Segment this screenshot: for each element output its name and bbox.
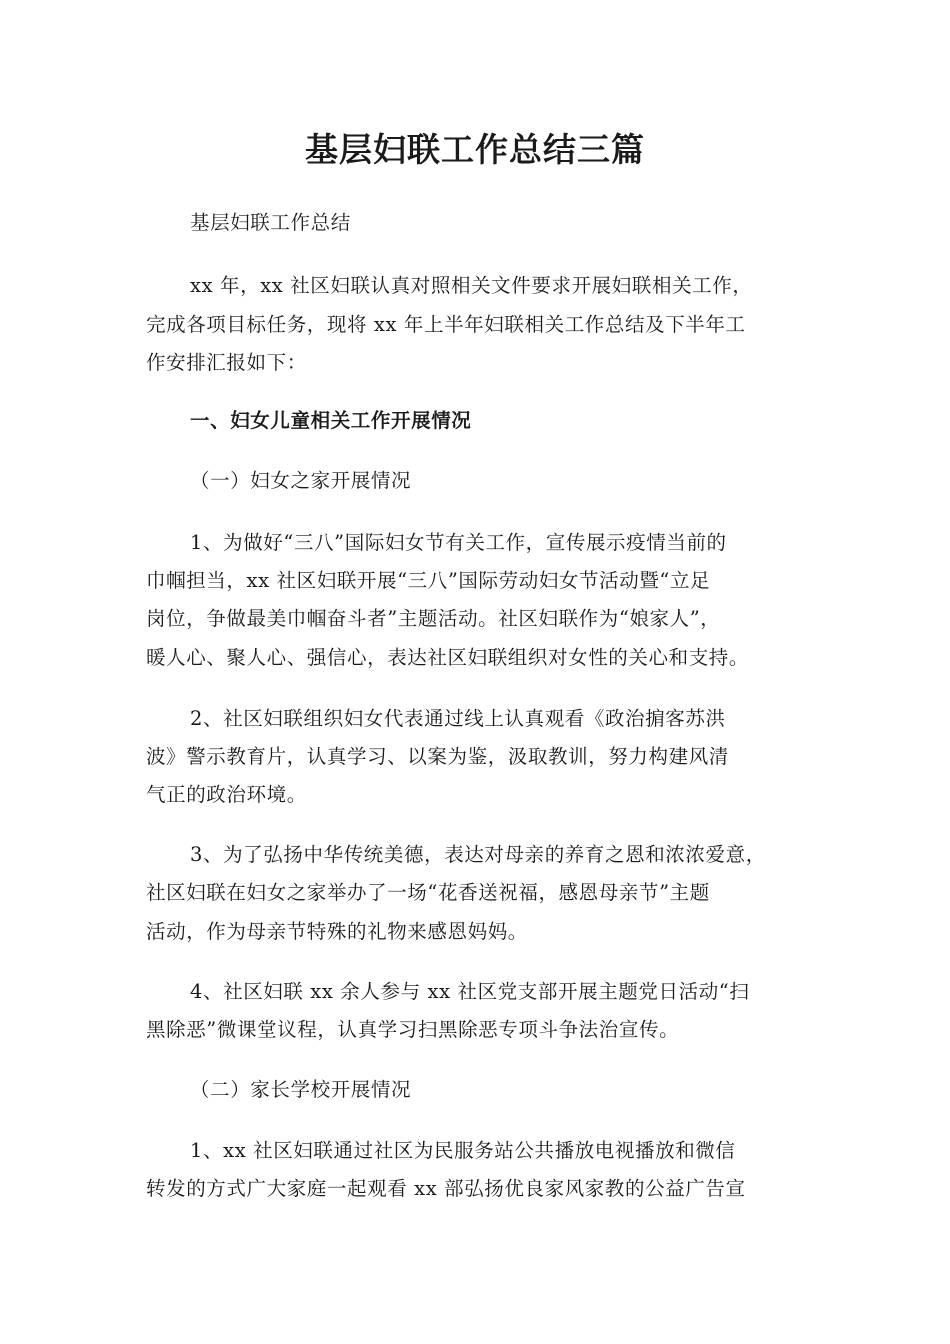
paragraph-line: 1、xx 社区妇联通过社区为民服务站公共播放电视播放和微信 — [190, 1139, 736, 1162]
paragraph-line: 转发的方式广大家庭一起观看 xx 部弘扬优良家风家教的公益广告宣 — [146, 1177, 746, 1200]
paragraph-line: 气正的政治环境。 — [146, 783, 307, 806]
subsection-heading: （一）妇女之家开展情况 — [190, 469, 412, 492]
paragraph-line: 巾帼担当，xx 社区妇联开展“三八”国际劳动妇女节活动暨“立足 — [146, 569, 711, 592]
paragraph-line: 活动，作为母亲节特殊的礼物来感恩妈妈。 — [146, 920, 528, 943]
paragraph-line: 4、社区妇联 xx 余人参与 xx 社区党支部开展主题党日活动“扫 — [190, 980, 750, 1003]
paragraph-line: 波》警示教育片，认真学习、以案为鉴，汲取教训，努力构建风清 — [146, 745, 729, 768]
document-subtitle: 基层妇联工作总结 — [190, 211, 351, 234]
document-title: 基层妇联工作总结三篇 — [305, 130, 645, 169]
paragraph-line: 社区妇联在妇女之家举办了一场“花香送祝福，感恩母亲节”主题 — [146, 881, 710, 904]
paragraph-line: 2、社区妇联组织妇女代表通过线上认真观看《政治掮客苏洪 — [190, 707, 726, 730]
paragraph-line: 暖人心、聚人心、强信心，表达社区妇联组织对女性的关心和支持。 — [146, 646, 750, 669]
paragraph-line: 3、为了弘扬中华传统美德，表达对母亲的养育之恩和浓浓爱意， — [190, 843, 766, 866]
subsection-heading: （二）家长学校开展情况 — [190, 1078, 412, 1101]
intro-line-1: xx 年，xx 社区妇联认真对照相关文件要求开展妇联相关工作， — [190, 274, 753, 297]
paragraph-line: 黑除恶”微课堂议程，认真学习扫黑除恶专项斗争法治宣传。 — [146, 1018, 680, 1041]
paragraph-line: 1、为做好“三八”国际妇女节有关工作，宣传展示疫情当前的 — [190, 531, 727, 554]
section-heading: 一、妇女儿童相关工作开展情况 — [190, 409, 472, 432]
intro-line-3: 作安排汇报如下： — [146, 351, 307, 374]
intro-line-2: 完成各项目标任务，现将 xx 年上半年妇联相关工作总结及下半年工 — [146, 313, 746, 336]
paragraph-line: 岗位，争做最美巾帼奋斗者”主题活动。社区妇联作为“娘家人”， — [146, 607, 721, 630]
